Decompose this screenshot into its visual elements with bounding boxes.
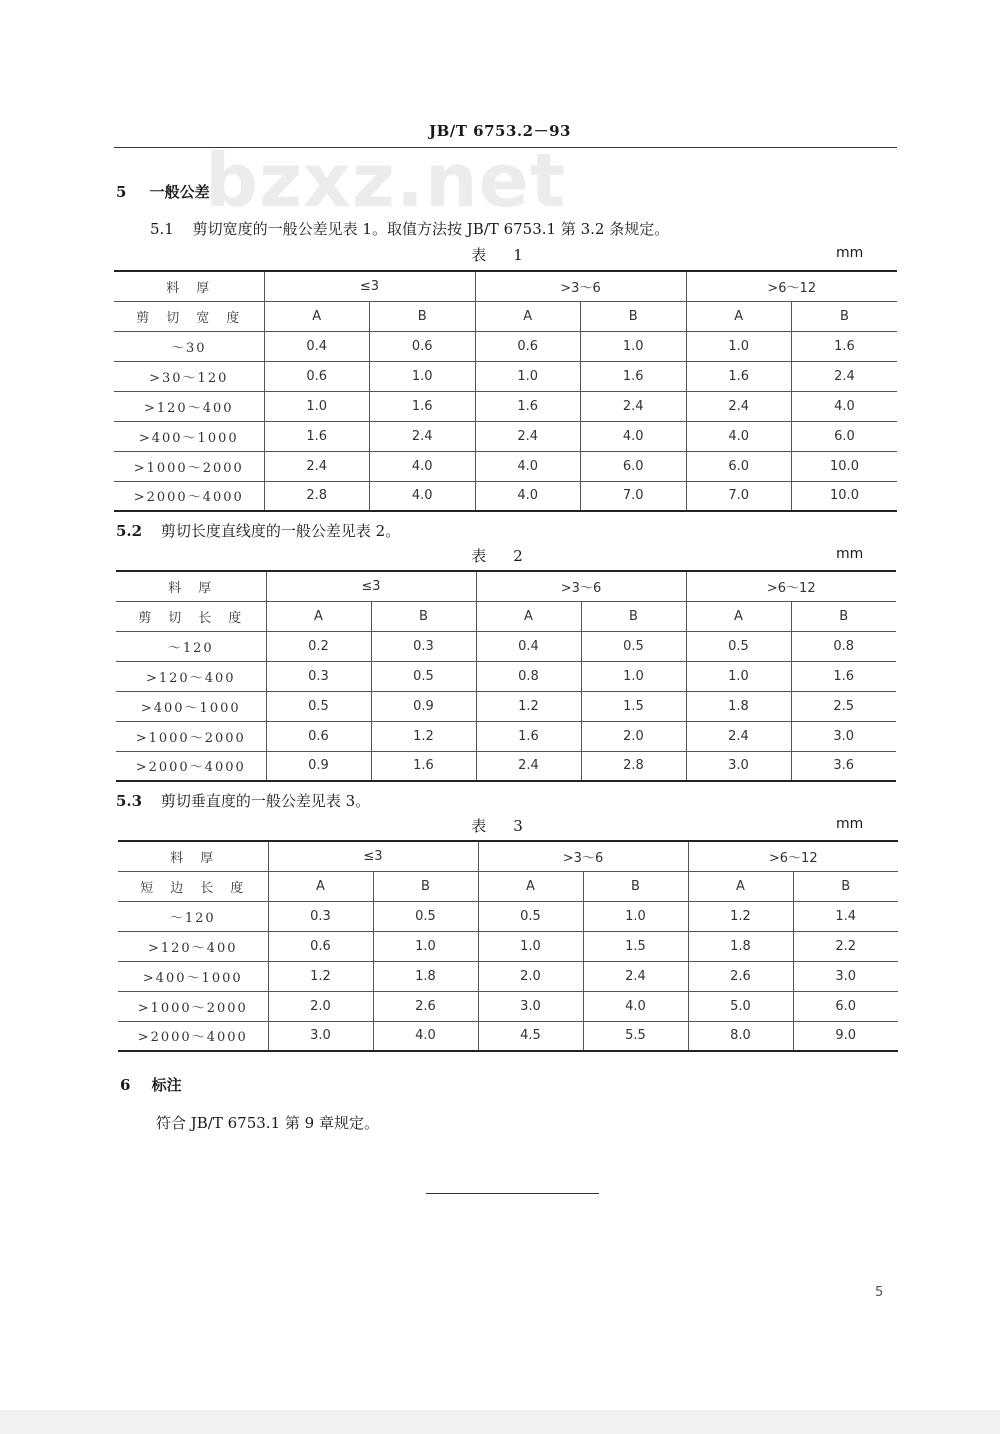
tolerance-value: 1.0 [373, 931, 478, 961]
tolerance-value: 5.5 [583, 1021, 688, 1051]
tolerance-value: 4.0 [686, 421, 792, 451]
bottom-edge [0, 1410, 1000, 1434]
table-1-unit: mm [836, 245, 864, 261]
grade-header: B [791, 601, 896, 631]
tolerance-value: 0.5 [266, 691, 371, 721]
range-label: >1000～2000 [116, 721, 266, 751]
tolerance-value: 0.3 [371, 631, 476, 661]
tolerance-value: 0.5 [478, 901, 583, 931]
tolerance-value: 2.8 [264, 481, 370, 511]
header-row [114, 271, 897, 301]
tolerance-value: 6.0 [792, 421, 898, 451]
document-code-header: JB/T 6753.2－93 [429, 122, 571, 140]
tolerance-value: 3.0 [268, 1021, 373, 1051]
subheader-row [114, 301, 897, 331]
tolerance-value: 1.0 [475, 361, 581, 391]
clause-5-3 [116, 790, 370, 811]
grade-header: B [583, 871, 688, 901]
tolerance-value: 1.5 [581, 691, 686, 721]
tolerance-value: 1.6 [371, 751, 476, 781]
tolerance-value: 2.4 [264, 451, 370, 481]
tolerance-value: 0.6 [266, 721, 371, 751]
range-label: >400～1000 [118, 961, 268, 991]
tolerance-value: 0.6 [370, 331, 476, 361]
clause-text: 剪切长度直线度的一般公差见表 2。 [160, 522, 401, 540]
tolerance-value: 3.0 [791, 721, 896, 751]
clause-number: 5.3 [116, 792, 143, 810]
dimension-header: 剪 切 宽 度 [114, 301, 264, 331]
clause-5-2 [116, 520, 400, 541]
tolerance-value: 1.4 [793, 901, 898, 931]
table-row [114, 421, 897, 451]
tolerance-value: 1.0 [686, 331, 792, 361]
range-label: >120～400 [114, 391, 264, 421]
tolerance-value: 2.4 [583, 961, 688, 991]
grade-header: A [266, 601, 371, 631]
section-title: 一般公差 [149, 183, 210, 201]
tolerance-value: 0.8 [476, 661, 581, 691]
table-2-unit: mm [836, 546, 864, 562]
grade-header: A [475, 301, 581, 331]
tolerance-value: 0.9 [371, 691, 476, 721]
grade-header: B [370, 301, 476, 331]
thickness-group-header: >3～6 [476, 571, 686, 601]
tolerance-value: 4.0 [583, 991, 688, 1021]
section-number: 6 [120, 1076, 131, 1094]
range-label: >2000～4000 [116, 751, 266, 781]
grade-header: B [581, 601, 686, 631]
table-row [118, 901, 898, 931]
section-title: 标注 [151, 1076, 182, 1094]
table-row [114, 481, 897, 511]
tolerance-value: 1.2 [688, 901, 793, 931]
tolerance-value: 0.3 [268, 901, 373, 931]
tolerance-value: 1.0 [370, 361, 476, 391]
table-row [114, 361, 897, 391]
table-row [116, 691, 896, 721]
table-row [118, 961, 898, 991]
tolerance-value: 4.0 [373, 1021, 478, 1051]
tolerance-value: 0.8 [791, 631, 896, 661]
tolerance-value: 0.4 [264, 331, 370, 361]
tolerance-value: 1.2 [371, 721, 476, 751]
table-row [116, 631, 896, 661]
table-3-unit: mm [836, 816, 864, 832]
range-label: ～120 [118, 901, 268, 931]
section-6-heading [120, 1074, 182, 1095]
tolerance-value: 2.4 [686, 391, 792, 421]
grade-header: A [478, 871, 583, 901]
tolerance-value: 0.6 [475, 331, 581, 361]
table-2-caption: 表 2 [471, 547, 529, 565]
tolerance-value: 3.0 [793, 961, 898, 991]
tolerance-value: 9.0 [793, 1021, 898, 1051]
tolerance-value: 4.0 [370, 451, 476, 481]
page-number: 5 [875, 1285, 884, 1300]
clause-5-1 [150, 218, 669, 239]
tolerance-value: 4.0 [475, 481, 581, 511]
tolerance-value: 6.0 [793, 991, 898, 1021]
tolerance-value: 10.0 [792, 451, 898, 481]
clause-number: 5.2 [116, 522, 143, 540]
subheader-row [118, 871, 898, 901]
tolerance-value: 4.5 [478, 1021, 583, 1051]
table-row [116, 661, 896, 691]
clause-number: 5.1 [150, 220, 174, 238]
thickness-group-header: ≤3 [266, 571, 476, 601]
table-3 [118, 840, 898, 1052]
tolerance-value: 4.0 [370, 481, 476, 511]
tolerance-value: 3.0 [478, 991, 583, 1021]
tolerance-value: 4.0 [475, 451, 581, 481]
range-label: >2000～4000 [114, 481, 264, 511]
tolerance-value: 6.0 [581, 451, 687, 481]
range-label: >2000～4000 [118, 1021, 268, 1051]
end-rule [426, 1193, 599, 1194]
range-label: ～30 [114, 331, 264, 361]
tolerance-value: 1.6 [264, 421, 370, 451]
tolerance-value: 4.0 [792, 391, 898, 421]
tolerance-value: 7.0 [686, 481, 792, 511]
header-rule [114, 147, 897, 148]
section-number: 5 [116, 183, 127, 201]
range-label: >120～400 [116, 661, 266, 691]
section-5-heading [116, 181, 210, 202]
tolerance-value: 1.2 [476, 691, 581, 721]
table-row [116, 751, 896, 781]
tolerance-value: 1.0 [686, 661, 791, 691]
range-label: ～120 [116, 631, 266, 661]
thickness-group-header: >6～12 [688, 841, 898, 871]
tolerance-value: 1.6 [475, 391, 581, 421]
grade-header: B [371, 601, 476, 631]
table-row [118, 931, 898, 961]
tolerance-value: 2.6 [688, 961, 793, 991]
tolerance-value: 3.0 [686, 751, 791, 781]
table-1-caption: 表 1 [471, 246, 529, 264]
tolerance-value: 3.6 [791, 751, 896, 781]
clause-text: 剪切宽度的一般公差见表 1。取值方法按 JB/T 6753.1 第 3.2 条规定。 [192, 220, 670, 238]
clause-text: 剪切垂直度的一般公差见表 3。 [160, 792, 371, 810]
tolerance-value: 1.0 [478, 931, 583, 961]
tolerance-value: 1.6 [581, 361, 687, 391]
table-row [118, 991, 898, 1021]
tolerance-value: 0.5 [581, 631, 686, 661]
tolerance-value: 6.0 [686, 451, 792, 481]
tolerance-value: 2.2 [793, 931, 898, 961]
table-row [114, 331, 897, 361]
grade-header: B [793, 871, 898, 901]
tolerance-value: 0.9 [266, 751, 371, 781]
thickness-group-header: ≤3 [268, 841, 478, 871]
tolerance-value: 0.5 [373, 901, 478, 931]
range-label: >400～1000 [116, 691, 266, 721]
tolerance-value: 1.8 [686, 691, 791, 721]
subheader-row [116, 601, 896, 631]
thickness-header: 料 厚 [114, 271, 264, 301]
tolerance-value: 1.6 [792, 331, 898, 361]
tolerance-value: 2.4 [475, 421, 581, 451]
range-label: >1000～2000 [114, 451, 264, 481]
tolerance-value: 1.6 [370, 391, 476, 421]
thickness-group-header: ≤3 [264, 271, 475, 301]
tolerance-value: 0.5 [371, 661, 476, 691]
tolerance-value: 1.0 [581, 661, 686, 691]
grade-header: A [268, 871, 373, 901]
tolerance-value: 1.0 [583, 901, 688, 931]
table-row [114, 451, 897, 481]
tolerance-value: 1.8 [688, 931, 793, 961]
tolerance-value: 1.0 [264, 391, 370, 421]
tolerance-value: 2.4 [792, 361, 898, 391]
tolerance-value: 0.4 [476, 631, 581, 661]
table-2 [116, 570, 896, 782]
thickness-group-header: >3～6 [478, 841, 688, 871]
thickness-group-header: >6～12 [686, 571, 896, 601]
section-6-text: 符合 JB/T 6753.1 第 9 章规定。 [156, 1114, 379, 1132]
tolerance-value: 2.6 [373, 991, 478, 1021]
grade-header: B [792, 301, 898, 331]
tolerance-value: 8.0 [688, 1021, 793, 1051]
tolerance-value: 1.6 [476, 721, 581, 751]
tolerance-value: 1.8 [373, 961, 478, 991]
tolerance-value: 1.6 [686, 361, 792, 391]
grade-header: A [686, 301, 792, 331]
tolerance-value: 2.4 [686, 721, 791, 751]
thickness-group-header: >6～12 [686, 271, 897, 301]
range-label: >1000～2000 [118, 991, 268, 1021]
tolerance-value: 4.0 [581, 421, 687, 451]
tolerance-value: 1.6 [791, 661, 896, 691]
tolerance-value: 10.0 [792, 481, 898, 511]
tolerance-value: 0.6 [268, 931, 373, 961]
table-row [114, 391, 897, 421]
table-3-caption: 表 3 [471, 817, 529, 835]
tolerance-value: 7.0 [581, 481, 687, 511]
table-row [118, 1021, 898, 1051]
tolerance-value: 0.3 [266, 661, 371, 691]
thickness-header: 料 厚 [118, 841, 268, 871]
table-row [116, 721, 896, 751]
tolerance-value: 2.4 [581, 391, 687, 421]
tolerance-value: 1.2 [268, 961, 373, 991]
tolerance-value: 0.5 [686, 631, 791, 661]
tolerance-value: 2.0 [581, 721, 686, 751]
thickness-group-header: >3～6 [475, 271, 686, 301]
tolerance-value: 1.5 [583, 931, 688, 961]
tolerance-value: 0.6 [264, 361, 370, 391]
tolerance-value: 2.4 [370, 421, 476, 451]
dimension-header: 短 边 长 度 [118, 871, 268, 901]
range-label: >400～1000 [114, 421, 264, 451]
table-1 [114, 270, 897, 512]
grade-header: A [476, 601, 581, 631]
tolerance-value: 2.0 [268, 991, 373, 1021]
tolerance-value: 2.0 [478, 961, 583, 991]
watermark: bzxz.net [205, 138, 567, 224]
grade-header: A [686, 601, 791, 631]
header-row [118, 841, 898, 871]
tolerance-value: 2.5 [791, 691, 896, 721]
range-label: >120～400 [118, 931, 268, 961]
grade-header: A [688, 871, 793, 901]
dimension-header: 剪 切 长 度 [116, 601, 266, 631]
header-row [116, 571, 896, 601]
grade-header: B [581, 301, 687, 331]
thickness-header: 料 厚 [116, 571, 266, 601]
tolerance-value: 5.0 [688, 991, 793, 1021]
tolerance-value: 2.8 [581, 751, 686, 781]
tolerance-value: 2.4 [476, 751, 581, 781]
tolerance-value: 0.2 [266, 631, 371, 661]
tolerance-value: 1.0 [581, 331, 687, 361]
range-label: >30～120 [114, 361, 264, 391]
grade-header: B [373, 871, 478, 901]
grade-header: A [264, 301, 370, 331]
